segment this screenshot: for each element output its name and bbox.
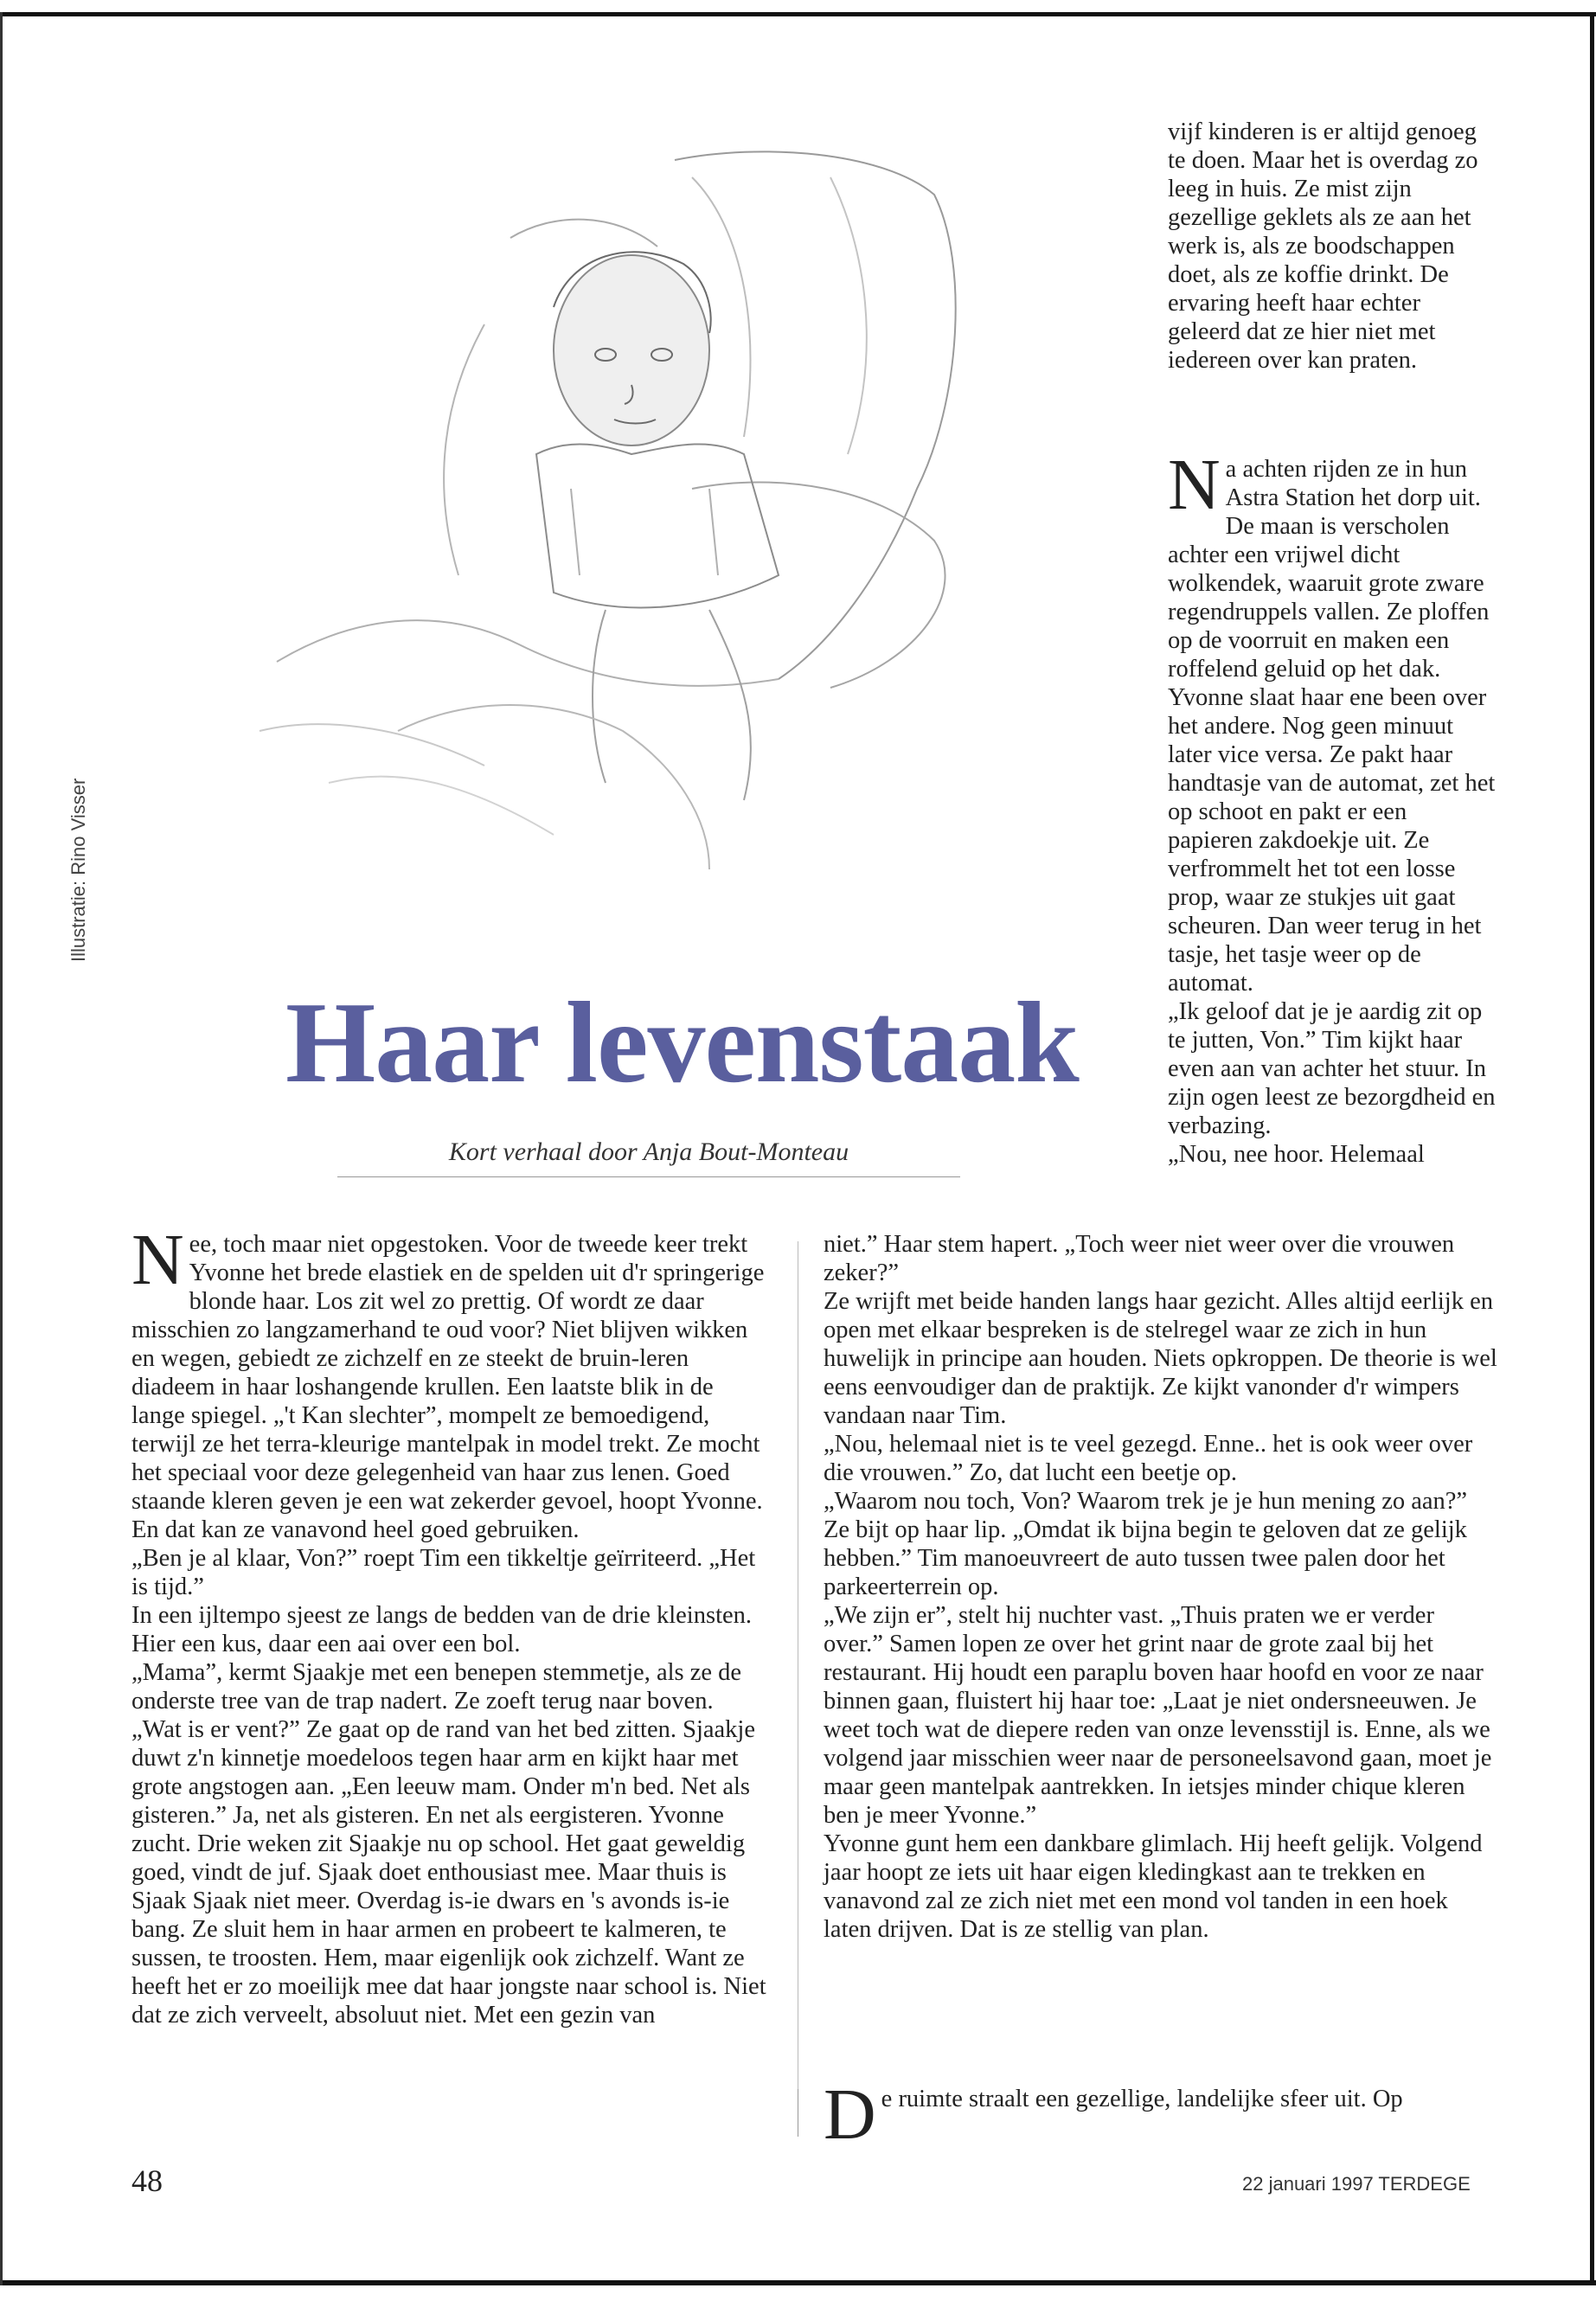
illustration-credit: Illustratie: Rino Visser bbox=[67, 778, 89, 962]
paragraph: „Wat is er vent?” Ze gaat op de rand van het bed zitten. Sjaakje duwt z'n kinnetje moedeloos tegen haar arm en kijkt haar met grote angstogen aan. „Een leeuw mam. Onder m'n bed. Net als gisteren.” Ja, net als gisteren. En net als eergisteren. Yvonne zucht. Drie weken zit Sjaakje nu op school. Het gaat geweldig goed, vindt de juf. Sjaak doet enthousiast mee. Maar thuis is Sjaak Sjaak niet meer. Overdag is-ie dwars en 's avonds is-ie bang. Ze sluit hem in haar armen en probeert te kalmeren, te sussen, te troosten. Hem, maar eigenlijk ook zichzelf. Want ze heeft het er zo moeilijk mee dat haar jongste naar school is. Niet dat ze zich verveelt, absoluut niet. Met een gezin van bbox=[131, 1716, 766, 2029]
page-border-top bbox=[0, 12, 1596, 16]
paragraph: „Nou, nee hoor. Helemaal bbox=[1168, 1141, 1425, 1168]
paragraph: „Mama”, kermt Sjaakje met een benepen stemmetje, als ze de onderste tree van de trap nadert. Ze zoeft terug naar boven. bbox=[131, 1659, 742, 1715]
paragraph: vijf kinderen is er altijd genoeg te doen. Maar het is overdag zo leeg in huis. Ze mist zijn gezellige geklets als ze aan het werk is, als ze boodschappen doet, als ze koffie drinkt. De ervaring heeft haar echter geleerd dat ze hier niet met iedereen over kan praten. bbox=[1168, 119, 1478, 374]
column-left bbox=[131, 1220, 767, 2029]
pencil-illustration-child-in-chair bbox=[225, 125, 1116, 947]
drop-cap: N bbox=[1168, 445, 1221, 525]
issue-footer: 22 januari 1997 TERDEGE bbox=[1242, 2173, 1471, 2195]
article-title: Haar levenstaak bbox=[285, 978, 1079, 1106]
column-right-middle bbox=[1168, 445, 1497, 1169]
paragraph: Yvonne gunt hem een dankbare glimlach. Hij heeft gelijk. Volgend jaar hoopt ze iets uit haar eigen kledingkast aan te trekken en vanavond zal ze zich niet met een mond vol tanden in een hoek laten drijven. Dat is ze stellig van plan. bbox=[824, 1830, 1483, 1943]
paragraph: In een ijltempo sjeest ze langs de bedden van de drie kleinsten. Hier een kus, daar een aai over een bol. bbox=[131, 1602, 753, 1657]
page-border-left bbox=[0, 12, 3, 2285]
column-right-bottom bbox=[824, 1230, 1498, 1944]
article-byline: Kort verhaal door Anja Bout-Monteau bbox=[448, 1138, 849, 1166]
byline-rule bbox=[337, 1176, 960, 1177]
paragraph: Ze wrijft met beide handen langs haar gezicht. Alles altijd eerlijk en open met elkaar bespreken is de stelregel waar ze zich in hun huwelijk in principe aan houden. Niets opkroppen. De theorie is wel eens eenvoudiger dan de praktijk. Ze kijkt vanonder d'r wimpers vandaan naar Tim. bbox=[824, 1288, 1497, 1429]
page-border-bottom bbox=[0, 2280, 1596, 2285]
column-right-last bbox=[824, 2074, 1498, 2155]
paragraph: a achten rijden ze in hun Astra Station het dorp uit. De maan is verscholen achter een vrijwel dicht wolkendek, waaruit grote zware regendruppels vallen. Ze ploffen op de voorruit en maken een roffelend geluid op het dak. bbox=[1168, 456, 1490, 683]
page-number: 48 bbox=[131, 2163, 163, 2198]
paragraph: „Ben je al klaar, Von?” roept Tim een tikkeltje geïrriteerd. „Het is tijd.” bbox=[131, 1545, 756, 1600]
drop-cap: N bbox=[131, 1220, 184, 1300]
paragraph: Ze bijt op haar lip. „Omdat ik bijna begin te geloven dat ze gelijk hebben.” Tim manoeuvreert de auto tussen twee palen door het parkeerterrein op. bbox=[824, 1516, 1467, 1600]
paragraph: „Waarom nou toch, Von? Waarom trek je je hun mening zo aan?” bbox=[824, 1488, 1468, 1515]
paragraph: ee, toch maar niet opgestoken. Voor de tweede keer trekt Yvonne het brede elastiek en de spelden uit d'r springerige blonde haar. Los zit wel zo prettig. Of wordt ze daar misschien zo langzamerhand te oud voor? Niet blijven wikken en wegen, gebiedt ze zichzelf en ze steekt de bruin-leren diadeem in haar loshangende krullen. Een laatste blik in de lange spiegel. „'t Kan slechter”, mompelt ze bemoedigend, terwijl ze het terra-kleurige mantelpak in model trekt. Ze mocht het speciaal voor deze gelegenheid van haar zus lenen. Goed staande kleren geven je een wat zekerder gevoel, hoopt Yvonne. En dat kan ze vanavond heel goed gebruiken. bbox=[131, 1231, 765, 1543]
paragraph: „Ik geloof dat je je aardig zit op te jutten, Von.” Tim kijkt haar even aan van achter het stuur. In zijn ogen leest ze bezorgdheid en verbazing. bbox=[1168, 998, 1496, 1139]
page-border-right bbox=[1590, 12, 1594, 2285]
paragraph: „We zijn er”, stelt hij nuchter vast. „Thuis praten we er verder over.” Samen lopen ze over het grint naar de grote zaal bij het restaurant. Hij houdt een paraplu boven haar hoofd en voor ze naar binnen gaan, fluistert hij haar toe: „Laat je niet ondersneeuwen. Je weet toch wat de diepere reden van onze levensstijl is. Enne, als we volgend jaar misschien weer naar de personeelsavond gaan, moet je maar geen mantelpak aantrekken. In ietsjes minder chique kleren ben je meer Yvonne.” bbox=[824, 1602, 1492, 1829]
drop-cap: D bbox=[824, 2074, 876, 2155]
paragraph: Yvonne slaat haar ene been over het andere. Nog geen minuut later vice versa. Ze pakt haar handtasje van de automat, zet het op schoot en pakt er een papieren zakdoekje uit. Ze verfrommelt het tot een losse prop, waar ze stukjes uit gaat scheuren. Dan weer terug in het tasje, het tasje weer op de automat. bbox=[1168, 684, 1496, 997]
column-right-top bbox=[1168, 118, 1497, 375]
paragraph: niet.” Haar stem hapert. „Toch weer niet weer over die vrouwen zeker?” bbox=[824, 1231, 1455, 1286]
paragraph: „Nou, helemaal niet is te veel gezegd. Enne.. het is ook weer over die vrouwen.” Zo, dat lucht een beetje op. bbox=[824, 1431, 1473, 1486]
paragraph: e ruimte straalt een gezellige, landelijke sfeer uit. Op bbox=[881, 2086, 1403, 2112]
